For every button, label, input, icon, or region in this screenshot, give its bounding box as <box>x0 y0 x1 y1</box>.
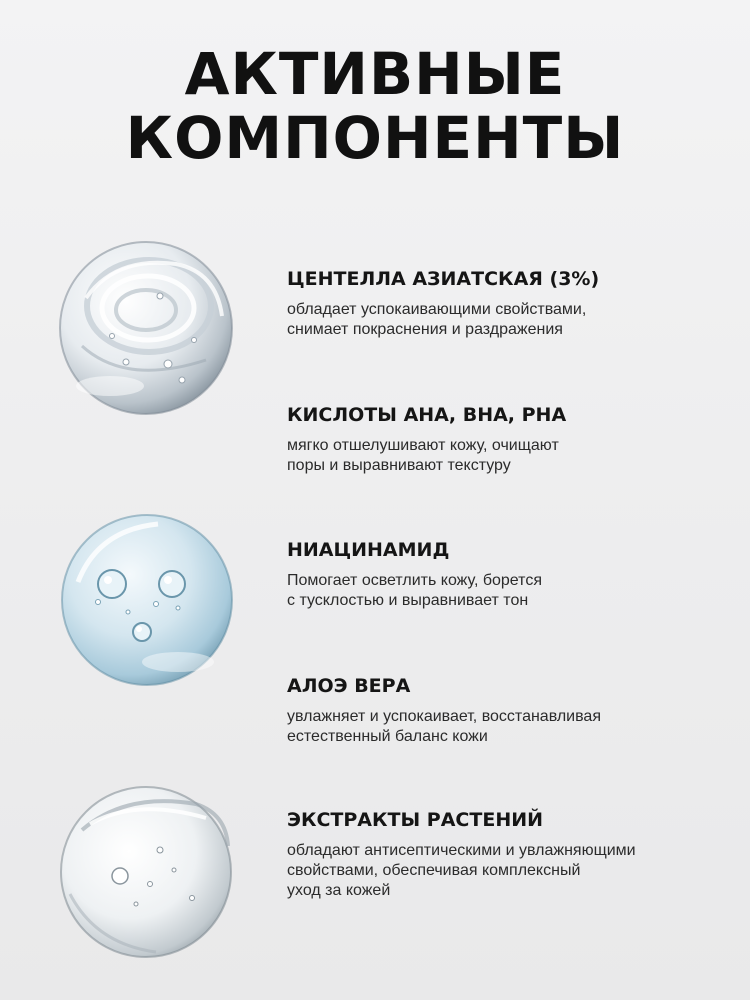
component-description-line: свойствами, обеспечивая комплексный <box>287 862 581 879</box>
page-title <box>0 42 750 170</box>
page-title-line-2: КОМПОНЕНТЫ <box>125 104 625 172</box>
component-description-line: обладает успокаивающими свойствами, <box>287 301 587 318</box>
component-description-line: с тусклостью и выравнивает тон <box>287 592 529 609</box>
component-description-line: Помогает осветлить кожу, борется <box>287 572 542 589</box>
component-description-line: естественный баланс кожи <box>287 728 488 745</box>
component-description-line: увлажняет и успокаивает, восстанавливая <box>287 708 601 725</box>
component-plant-extracts <box>287 807 727 901</box>
component-description <box>287 707 727 747</box>
component-description-line: уход за кожей <box>287 882 391 899</box>
component-description <box>287 436 727 476</box>
component-description-line: обладают антисептическими и увлажняющими <box>287 842 636 859</box>
component-description-line: поры и выравнивают текстуру <box>287 457 511 474</box>
component-aloe-vera <box>287 673 727 747</box>
component-description <box>287 571 727 611</box>
component-title: АЛОЭ ВЕРА <box>287 675 411 697</box>
component-title: ЦЕНТЕЛЛА АЗИАТСКАЯ (3%) <box>287 268 600 290</box>
component-description <box>287 300 727 340</box>
clear-gel-drop-icon <box>56 784 236 960</box>
component-niacinamide <box>287 537 727 611</box>
swirl-gel-drop-icon <box>56 236 236 420</box>
component-description-line: снимает покраснения и раздражения <box>287 321 563 338</box>
page-title-line-1: АКТИВНЫЕ <box>184 40 566 108</box>
component-centella <box>287 266 727 340</box>
component-description-line: мягко отшелушивают кожу, очищают <box>287 437 559 454</box>
component-title: НИАЦИНАМИД <box>287 539 450 561</box>
component-title: ЭКСТРАКТЫ РАСТЕНИЙ <box>287 809 544 831</box>
component-description <box>287 841 727 901</box>
component-title: КИСЛОТЫ АНА, ВНА, РНА <box>287 404 567 426</box>
component-acids <box>287 402 727 476</box>
bubble-gel-drop-icon <box>58 512 236 688</box>
